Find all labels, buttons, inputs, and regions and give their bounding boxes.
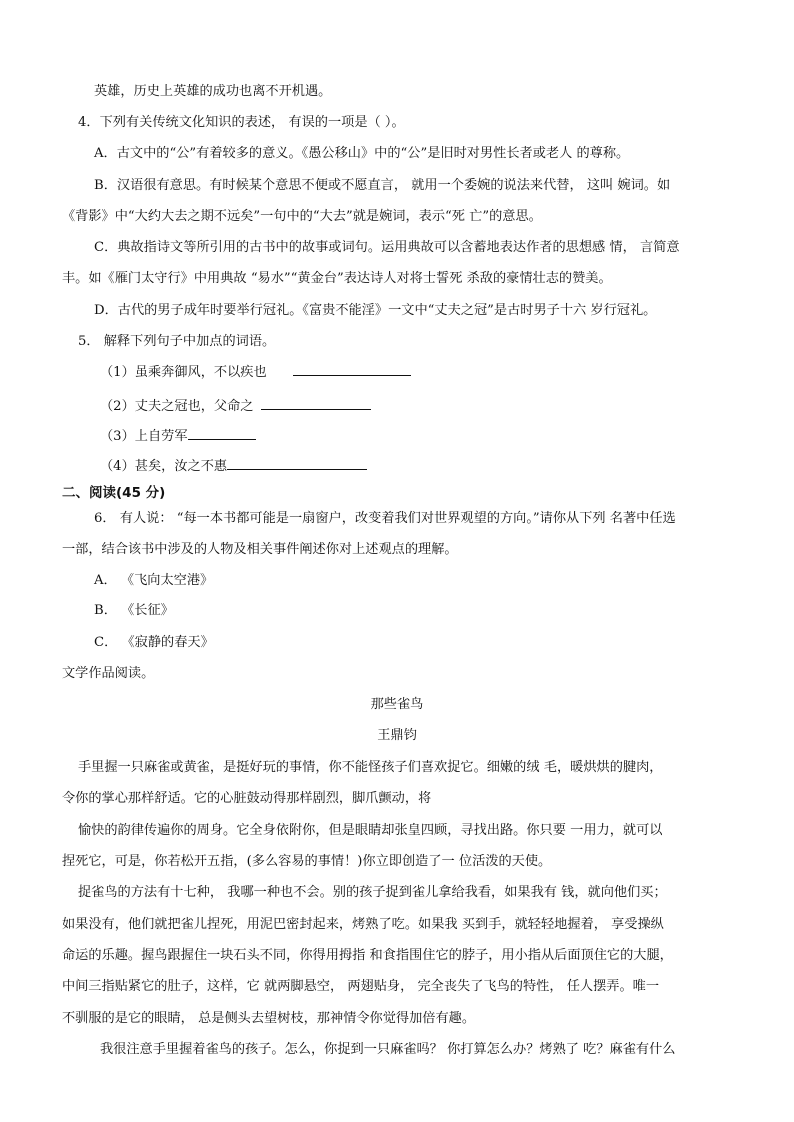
answer-blank[interactable] xyxy=(188,425,256,440)
paragraph-2-line5: 不驯服的是它的眼睛， 总是侧头去望树枝，那神情令你觉得加倍有趣。 xyxy=(62,1011,476,1026)
question-4-stem: 4．下列有关传统文化知识的表述， 有误的一项是（ ）。 xyxy=(78,115,405,130)
item-text: （1）虽乘奔御风，不以疾也 xyxy=(100,365,267,380)
question-6-option-b: B． 《长征》 xyxy=(94,603,174,618)
section-heading-reading: 二、阅读(45 分) xyxy=(62,485,166,501)
paragraph-2-line3: 命运的乐趣。握鸟跟握住一块石头不同，你得用拇指 和食指围住它的脖子，用小指从后面顶住它的大腿， xyxy=(62,948,673,963)
paragraph-1-line1: 手里握一只麻雀或黄雀，是挺好玩的事情，你不能怪孩子们喜欢捉它。细嫩的绒 毛，暖烘烘的腱肉， xyxy=(78,760,663,775)
question-4-option-a: A．古文中的“公”有着较多的意义。《愚公移山》中的“公”是旧时对男性长者或老人 的尊称。 xyxy=(94,146,630,161)
article-title: 那些雀鸟 xyxy=(370,697,424,712)
question-6-stem-line2: 一部，结合该书中涉及的人物及相关事件阐述你对上述观点的理解。 xyxy=(62,542,458,557)
question-5-item-1 xyxy=(100,361,411,382)
question-4-option-b-line1: B．汉语很有意思。有时候某个意思不便或不愿直言， 就用一个委婉的说法来代替， 这叫 婉词。如 xyxy=(94,178,671,193)
paragraph-1-line3: 愉快的韵律传遍你的周身。它全身依附你，但是眼睛却张皇四顾，寻找出路。你只要 一用力，就可以 xyxy=(78,823,663,838)
item-text: （4）甚矣，汝之不惠 xyxy=(100,459,228,474)
item-text: （3）上自劳军 xyxy=(100,429,188,444)
question-6-option-a: A． 《飞向太空港》 xyxy=(94,573,214,588)
question-6-option-c: C． 《寂静的春天》 xyxy=(94,635,214,650)
question-4-option-c-line2: 丰。如《雁门太守行》中用典故 “易水”“黄金台”表达诗人对将士誓死 杀敌的豪情壮志的赞美。 xyxy=(62,271,612,286)
question-5-item-4 xyxy=(100,455,367,476)
question-5-item-2 xyxy=(100,395,371,416)
paragraph-2-line1: 捉雀鸟的方法有十七种， 我哪一种也不会。别的孩子捉到雀儿拿给我看，如果我有 钱，就向他们买； xyxy=(78,885,667,900)
paragraph-3-line1: 我很注意手里握着雀鸟的孩子。怎么，你捉到一只麻雀吗？ 你打算怎么办？烤熟了 吃？麻雀有什么 xyxy=(100,1042,676,1057)
question-4-option-d: D．古代的男子成年时要举行冠礼。《富贵不能淫》一文中“丈夫之冠”是古时男子十六 岁行冠礼。 xyxy=(94,303,657,318)
question-5-item-3 xyxy=(100,425,256,446)
item-text: （2）丈夫之冠也，父命之 xyxy=(100,399,254,414)
question-6-stem-line1: 6． 有人说： “每一本书都可能是一扇窗户，改变着我们对世界观望的方向。”请你从下列 名著中任选 xyxy=(94,511,676,526)
paragraph-2-line2: 如果没有，他们就把雀儿捏死，用泥巴密封起来，烤熟了吃。如果我 买到手，就轻轻地握着， 享受操纵 xyxy=(62,917,664,932)
question-4-option-b-line2: 《背影》中“大约大去之期不远矣”一句中的“大去”就是婉词，表示“死 亡”的意思。 xyxy=(62,209,542,224)
paragraph-1-line4: 捏死它，可是，你若松开五指，(多么容易的事情！)你立即创造了一 位活泼的天使。 xyxy=(62,854,552,869)
answer-blank[interactable] xyxy=(293,361,411,376)
answer-blank[interactable] xyxy=(261,395,371,410)
question-4-option-c-line1: C．典故指诗文等所引用的古书中的故事或词句。运用典故可以含蓄地表达作者的思想感 情， 言简意 xyxy=(94,240,680,255)
literature-reading-label: 文学作品阅读。 xyxy=(62,666,155,681)
paragraph-1-line2: 令你的掌心那样舒适。它的心脏鼓动得那样剧烈，脚爪颤动，将 xyxy=(62,791,432,806)
paragraph-2-line4: 中间三指贴紧它的肚子，这样，它 就两脚悬空， 两翅贴身， 完全丧失了飞鸟的特性， 任人摆弄。唯一 xyxy=(62,979,660,994)
answer-blank[interactable] xyxy=(227,455,367,470)
question-5-stem: 5． 解释下列句子中加点的词语。 xyxy=(78,334,276,349)
article-author: 王鼎钧 xyxy=(377,728,417,743)
text-line: 英雄，历史上英雄的成功也离不开机遇。 xyxy=(94,84,332,99)
